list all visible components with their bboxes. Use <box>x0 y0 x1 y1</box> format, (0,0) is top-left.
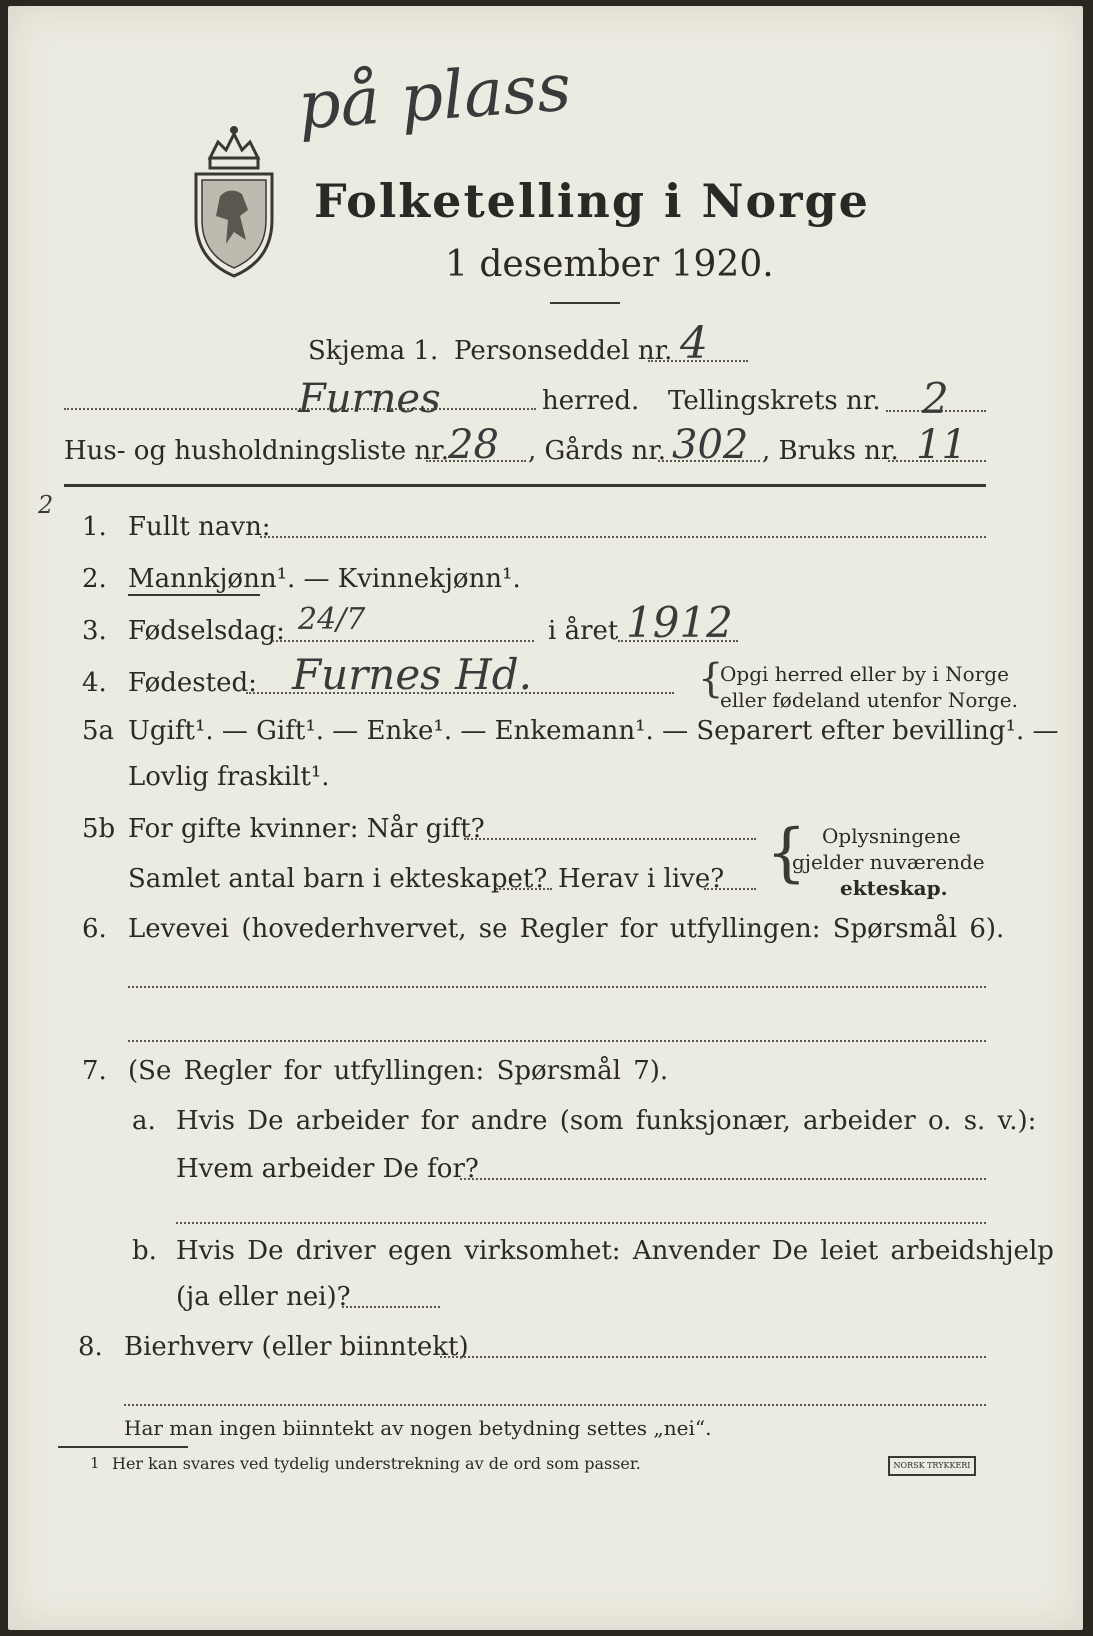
q5b-line1: For gifte kvinner: Når gift? <box>128 814 485 844</box>
q7b-letter: b. <box>132 1236 157 1266</box>
q5b-married-line <box>464 838 756 840</box>
form-title: Folketelling i Norge <box>314 174 870 228</box>
margin-mark: 2 <box>38 491 54 519</box>
bottom-note: Har man ingen biinntekt av nogen betydning settes „nei“. <box>124 1416 712 1440</box>
q3-label: Fødselsdag: <box>128 616 285 646</box>
q1-line <box>260 536 986 538</box>
q3-day-line <box>272 640 534 642</box>
q5b-brace: { <box>766 816 807 890</box>
handwritten-annotation: på plass <box>295 48 574 145</box>
q3-day-value: 24/7 <box>298 602 366 637</box>
skjema-label: Skjema 1. <box>308 336 439 366</box>
q2-underline <box>128 594 260 596</box>
q7a-letter: a. <box>132 1106 156 1136</box>
q8-number: 8. <box>78 1332 103 1362</box>
footnote-mark: 1 <box>90 1454 100 1472</box>
q4-brace: { <box>698 656 724 702</box>
q3-year-value: 1912 <box>626 598 733 647</box>
q7b-line <box>342 1306 440 1308</box>
q7-label: (Se Regler for utfyllingen: Spørsmål 7). <box>128 1056 669 1086</box>
q5b-note-line1: Oplysningene <box>822 824 961 848</box>
q7a-line <box>460 1178 986 1180</box>
q4-label: Fødested: <box>128 668 257 698</box>
herred-label: herred. <box>542 386 640 416</box>
q1-label: Fullt navn: <box>128 512 271 542</box>
q6-label: Levevei (hovederhvervet, se Regler for utfyllingen: Spørsmål 6). <box>128 914 1005 944</box>
q7a-line2: Hvem arbeider De for? <box>176 1154 479 1184</box>
q7a-line1: Hvis De arbeider for andre (som funksjonær, arbeider o. s. v.): <box>176 1106 1037 1136</box>
q5a-number: 5a <box>82 716 115 746</box>
q4-note-line2: eller fødeland utenfor Norge. <box>720 688 1018 712</box>
personseddel-label: Personseddel nr. <box>454 336 673 366</box>
bruks-value: 11 <box>916 422 967 468</box>
q5b-note-line2: gjelder nuværende <box>792 850 985 874</box>
bruks-label: , Bruks nr. <box>762 436 899 466</box>
footnote-divider <box>58 1446 188 1448</box>
q5b-note-line3: ekteskap. <box>840 876 948 900</box>
q8-label: Bierhverv (eller biinntekt) <box>124 1332 469 1362</box>
coat-of-arms-icon <box>190 120 278 280</box>
q5b-children-line <box>496 888 552 890</box>
q7-number: 7. <box>82 1056 107 1086</box>
q6-line2 <box>128 1040 986 1042</box>
printer-stamp: NORSK TRYKKERI <box>888 1456 976 1476</box>
q4-number: 4. <box>82 668 107 698</box>
q2-number: 2. <box>82 564 107 594</box>
q8-line <box>440 1356 986 1358</box>
q5a-line2: Lovlig fraskilt¹. <box>128 762 330 792</box>
q5b-alive-line <box>704 888 756 890</box>
q6-number: 6. <box>82 914 107 944</box>
q5b-line2: Samlet antal barn i ekteskapet? <box>128 864 548 894</box>
tellingskrets-label: Tellingskrets nr. <box>668 386 881 416</box>
personseddel-value: 4 <box>680 318 708 369</box>
census-date: 1 desember 1920. <box>445 244 774 285</box>
q4-note-line1: Opgi herred eller by i Norge <box>720 662 1009 686</box>
header-divider <box>64 484 986 487</box>
q8-line-extra <box>124 1404 986 1406</box>
q2-label: Mannkjønn¹. — Kvinnekjønn¹. <box>128 564 521 594</box>
q5a-line1: Ugift¹. — Gift¹. — Enke¹. — Enkemann¹. — Separert efter bevilling¹. — <box>128 716 1059 746</box>
q3-year-label: i året <box>548 616 619 646</box>
q6-line1 <box>128 986 986 988</box>
q7a-line-extra <box>176 1222 986 1224</box>
footnote-text: Her kan svares ved tydelig understrekning av de ord som passer. <box>112 1454 641 1473</box>
tellingskrets-value: 2 <box>922 374 949 423</box>
herred-value: Furnes <box>298 376 441 422</box>
q3-number: 3. <box>82 616 107 646</box>
gards-label: , Gårds nr. <box>528 436 667 466</box>
q7b-line2: (ja eller nei)? <box>176 1282 351 1312</box>
q7b-line1: Hvis De driver egen virksomhet: Anvender De leiet arbeidshjelp <box>176 1236 1054 1266</box>
q1-number: 1. <box>82 512 107 542</box>
q5b-alive-label: Herav i live? <box>558 864 725 894</box>
husliste-label: Hus- og husholdningsliste nr. <box>64 436 450 466</box>
q5b-number: 5b <box>82 814 116 844</box>
title-divider <box>550 302 620 304</box>
husliste-value: 28 <box>448 422 499 468</box>
gards-value: 302 <box>672 422 749 468</box>
form-page <box>8 6 1083 1630</box>
q4-value: Furnes Hd. <box>292 650 532 699</box>
